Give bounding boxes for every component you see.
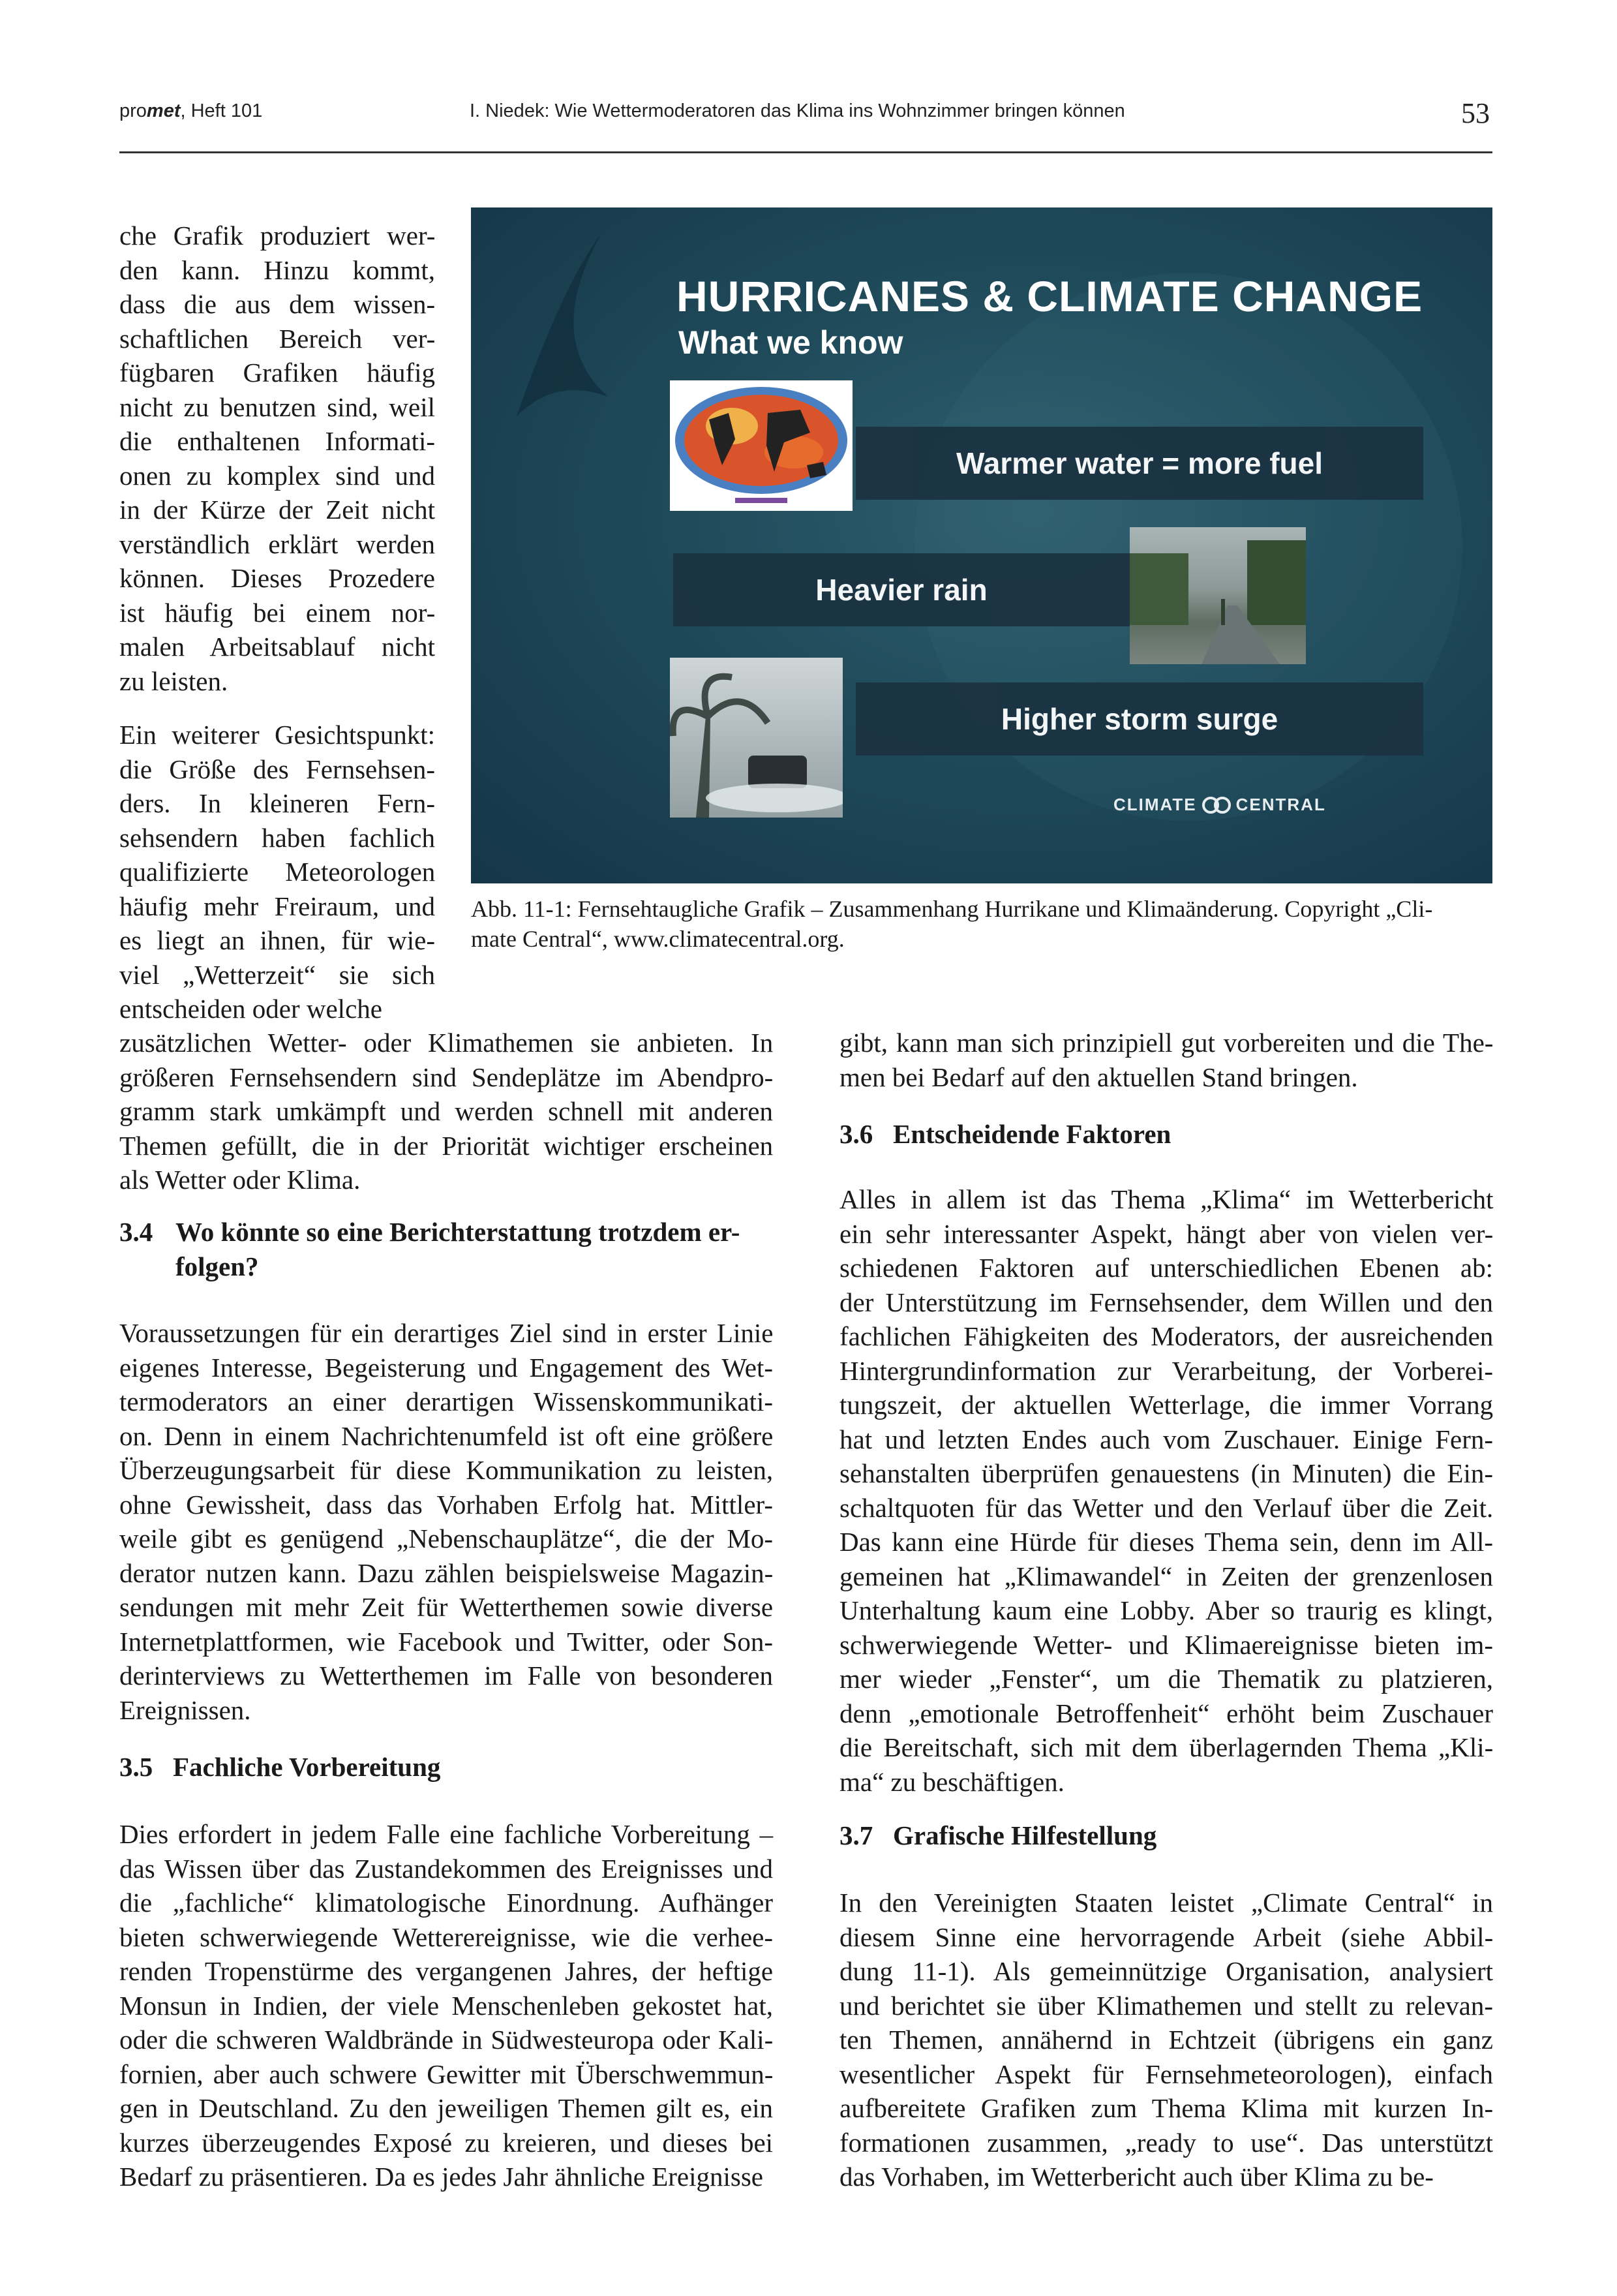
text-line: aufbereitete Grafiken zum Thema Klima mit kurzen In- <box>839 2093 1494 2123</box>
text-line: entscheiden oder welche <box>119 994 382 1024</box>
text-line: derator nutzen kann. Dazu zählen beispielsweise Magazin- <box>119 1557 774 1588</box>
text-line: schiedenen Faktoren auf unterschiedlichen Ebenen ab: <box>839 1253 1493 1283</box>
left-paragraph-2-continued <box>119 1026 773 1197</box>
text-line: fachlichen Fähigkeiten des Moderators, der ausreichenden <box>839 1321 1494 1351</box>
text-line: on. Denn in einem Nachrichtenumfeld ist oft eine größere <box>119 1420 774 1451</box>
section-number-3-4: 3.4 <box>119 1217 153 1247</box>
figure-caption <box>471 894 1492 954</box>
text-line: onen zu komplex sind und <box>119 460 435 491</box>
text-line: tungszeit, der aktuellen Wetterlage, die immer Vorrang <box>839 1390 1494 1420</box>
text-line: Dies erfordert in jedem Falle eine fachliche Vorbereitung – <box>119 1819 774 1849</box>
text-line: das Wissen über das Zustandekommen des Ereignisses und <box>119 1853 773 1884</box>
text-line: größeren Fernsehsendern sind Sendeplätze im Abendpro- <box>119 1062 774 1092</box>
climate-central-logo-right: CENTRAL <box>1235 795 1326 814</box>
figure-title: HURRICANES & CLIMATE CHANGE <box>676 272 1423 320</box>
climate-central-logo-icon <box>1202 797 1231 814</box>
text-line: derinterviews zu Wetterthemen im Falle von besonderen <box>119 1661 773 1691</box>
text-line: schaltquoten für das Wetter und den Verlauf über die Zeit. <box>839 1492 1494 1523</box>
text-line: Ein weiterer Gesichtspunkt: <box>119 720 435 750</box>
text-line: ist häufig bei einem nor- <box>119 597 436 628</box>
text-line: sendungen mit mehr Zeit für Wetterthemen sowie diverse <box>119 1592 774 1622</box>
text-line: gen in Deutschland. Zu den jeweiligen Themen gilt es, ein <box>119 2093 773 2123</box>
text-line: die „fachliche“ klimatologische Einordnung. Aufhänger <box>119 1888 773 1918</box>
text-line: die enthaltenen Informati- <box>119 426 436 456</box>
heavy-rain-road-image <box>1130 527 1306 664</box>
text-line: die Größe des Fernsehsen- <box>119 754 436 784</box>
climate-central-logo-left: CLIMATE <box>1113 795 1197 814</box>
text-line: hat und letzten Endes auch vom Zuschauer. Einige Fern- <box>839 1424 1493 1454</box>
text-line: es liegt an ihnen, für wie- <box>119 925 435 955</box>
text-line: bieten schwerwiegende Wetterereignisse, wie die verhee- <box>119 1921 773 1952</box>
header-rule <box>119 151 1492 153</box>
text-line: gramm stark umkämpft und werden schnell mit anderen <box>119 1096 773 1126</box>
text-line: Überzeugungsarbeit für diese Kommunikation zu leisten, <box>119 1455 774 1485</box>
sea-temperature-map-image <box>670 380 853 511</box>
text-line: ein sehr interessanter Aspekt, hängt aber von vielen ver- <box>839 1218 1494 1249</box>
section-heading-3-4 <box>119 1215 773 1283</box>
text-line: Alles in allem ist das Thema „Klima“ im Wetterbericht <box>839 1184 1494 1214</box>
text-line: gibt, kann man sich prinzipiell gut vorbereiten und die The- <box>839 1028 1494 1058</box>
text-line: schwerwiegende Wetter- und Klimaereignisse bieten im- <box>839 1629 1493 1660</box>
text-line: als Wetter oder Klima. <box>119 1165 361 1195</box>
text-line: termoderators an einer derartigen Wissenskommunikati- <box>119 1386 774 1416</box>
figure-subtitle: What we know <box>678 324 903 361</box>
text-line: mer wieder „Fenster“, um die Thematik zu platzieren, <box>839 1664 1493 1694</box>
figure-bar-storm-surge: Higher storm surge <box>856 682 1423 756</box>
text-line: wesentlicher Aspekt für Fernsehmeteorologen), einfach <box>839 2059 1493 2089</box>
text-line: gemeinen hat „Klimawandel“ in Zeiten der grenzenlosen <box>839 1561 1493 1591</box>
section-heading-3-5: 3.5 Fachliche Vorbereitung <box>119 1752 441 1782</box>
figure-bar-warmer-water: Warmer water = more fuel <box>856 427 1423 500</box>
text-line: zusätzlichen Wetter- oder Klimathemen sie anbieten. In <box>119 1028 774 1058</box>
text-line: Internetplattformen, wie Facebook und Twitter, oder Son- <box>119 1626 773 1657</box>
left-paragraph-4 <box>119 1817 773 2194</box>
text-line: Bedarf zu präsentieren. Da es jedes Jahr ähnliche Ereignisse <box>119 2162 764 2192</box>
journal-name <box>119 100 262 122</box>
text-line: der Unterstützung im Fernsehsender, dem Willen und den <box>839 1287 1493 1317</box>
text-line: fornien, aber auch schwere Gewitter mit Überschwemmun- <box>119 2059 774 2089</box>
section-heading-3-4-line1: Wo könnte so eine Berichterstattung trotzdem er- <box>175 1217 740 1247</box>
text-line: Unterhaltung kaum eine Lobby. Aber so traurig es klingt, <box>839 1595 1493 1625</box>
text-line: diesem Sinne eine hervorragende Arbeit (siehe Abbil- <box>839 1921 1494 1952</box>
text-line: che Grafik produziert wer- <box>119 221 436 251</box>
section-heading-3-6: 3.6 Entscheidende Faktoren <box>839 1119 1171 1149</box>
right-paragraph-3 <box>839 1886 1493 2194</box>
text-line: das Vorhaben, im Wetterbericht auch über Klima zu be- <box>839 2162 1434 2192</box>
text-line: können. Dieses Prozedere <box>119 563 435 593</box>
text-line: und berichtet sie über Klimathemen und stellt zu relevan- <box>839 1990 1493 2021</box>
text-line: men bei Bedarf auf den aktuellen Stand bringen. <box>839 1062 1358 1092</box>
text-line: ohne Gewissheit, dass das Vorhaben Erfolg hat. Mittler- <box>119 1489 773 1520</box>
text-line: Ereignissen. <box>119 1694 251 1725</box>
journal-name-em: met <box>146 100 181 121</box>
figure-caption-line2: mate Central“, www.climatecentral.org. <box>471 926 845 952</box>
figure-bar-heavier-rain: Heavier rain <box>673 553 1130 626</box>
text-line: Themen gefüllt, die in der Priorität wichtiger erscheinen <box>119 1130 774 1161</box>
text-line: formationen zusammen, „ready to use“. Das unterstützt <box>839 2127 1493 2158</box>
text-line: Das kann eine Hürde für dieses Thema sein, denn im All- <box>839 1527 1493 1557</box>
section-heading-3-4-line2: folgen? <box>175 1251 259 1281</box>
text-line: ders. In kleineren Fern- <box>119 788 435 818</box>
text-line: zu leisten. <box>119 666 228 696</box>
text-line: schaftlichen Bereich ver- <box>119 323 436 354</box>
text-line: dung 11-1). Als gemeinnützige Organisation, analysiert <box>839 1956 1493 1986</box>
text-line: häufig mehr Freiraum, und <box>119 891 435 921</box>
text-line: dass die aus dem wissen- <box>119 289 436 319</box>
text-line: Hintergrundinformation zur Verarbeitung, der Vorberei- <box>839 1355 1493 1386</box>
figure-hurricanes-climate-change <box>471 207 1492 883</box>
right-paragraph-1 <box>839 1026 1493 1094</box>
text-line: oder die schweren Waldbrände in Südwesteuropa oder Kali- <box>119 2025 774 2055</box>
text-line: in der Kürze der Zeit nicht <box>119 495 436 525</box>
text-line: qualifizierte Meteorologen <box>119 857 436 887</box>
text-line: die Bereitschaft, sich mit dem überlagernden Thema „Kli- <box>839 1732 1494 1762</box>
text-line: sehsendern haben fachlich <box>119 822 435 853</box>
left-paragraph-3 <box>119 1316 773 1727</box>
text-line: den kann. Hinzu kommt, <box>119 254 435 285</box>
text-line: malen Arbeitsablauf nicht <box>119 632 435 662</box>
text-line: In den Vereinigten Staaten leistet „Climate Central“ in <box>839 1888 1493 1918</box>
text-line: denn „emotionale Betroffenheit“ erhöht beim Zuschauer <box>839 1698 1493 1728</box>
journal-name-post: , Heft 101 <box>180 100 263 121</box>
text-line: kurzes überzeugendes Exposé zu kreieren, und dieses bei <box>119 2127 774 2158</box>
text-line: nicht zu benutzen sind, weil <box>119 391 435 422</box>
text-line: Voraussetzungen für ein derartiges Ziel sind in erster Linie <box>119 1318 774 1348</box>
text-line: sehanstalten überprüfen genauestens (in Minuten) die Ein- <box>839 1458 1493 1488</box>
running-title: I. Niedek: Wie Wettermoderatoren das Klima ins Wohnzimmer bringen können <box>470 100 1125 121</box>
journal-name-pre: pro <box>119 100 147 121</box>
text-line: viel „Wetterzeit“ sie sich <box>119 959 435 990</box>
right-paragraph-2 <box>839 1182 1493 1799</box>
climate-central-logo <box>1113 795 1326 815</box>
left-paragraph-2 <box>119 718 435 1026</box>
page-number: 53 <box>1461 97 1490 129</box>
text-line: fügbaren Grafiken häufig <box>119 358 435 388</box>
section-heading-3-7: 3.7 Grafische Hilfestellung <box>839 1820 1157 1850</box>
figure-caption-line1: Abb. 11-1: Fernsehtaugliche Grafik – Zusammenhang Hurrikane und Klimaänderung. Copyright „Cli- <box>471 896 1433 922</box>
text-line: ten Themen, annähernd in Echtzeit (übrigens ein ganz <box>839 2025 1493 2055</box>
text-line: ma“ zu beschäftigen. <box>839 1766 1065 1797</box>
storm-surge-palm-image <box>670 658 843 818</box>
text-line: verständlich erklärt werden <box>119 528 435 559</box>
text-line: weile gibt es genügend „Nebenschauplätze“, die der Mo- <box>119 1523 773 1554</box>
text-line: renden Tropenstürme des vergangenen Jahres, der heftige <box>119 1956 774 1986</box>
text-line: Monsun in Indien, der viele Menschenleben gekostet hat, <box>119 1990 773 2021</box>
left-paragraph-1 <box>119 219 435 698</box>
text-line: eigenes Interesse, Begeisterung und Engagement des Wet- <box>119 1352 773 1383</box>
